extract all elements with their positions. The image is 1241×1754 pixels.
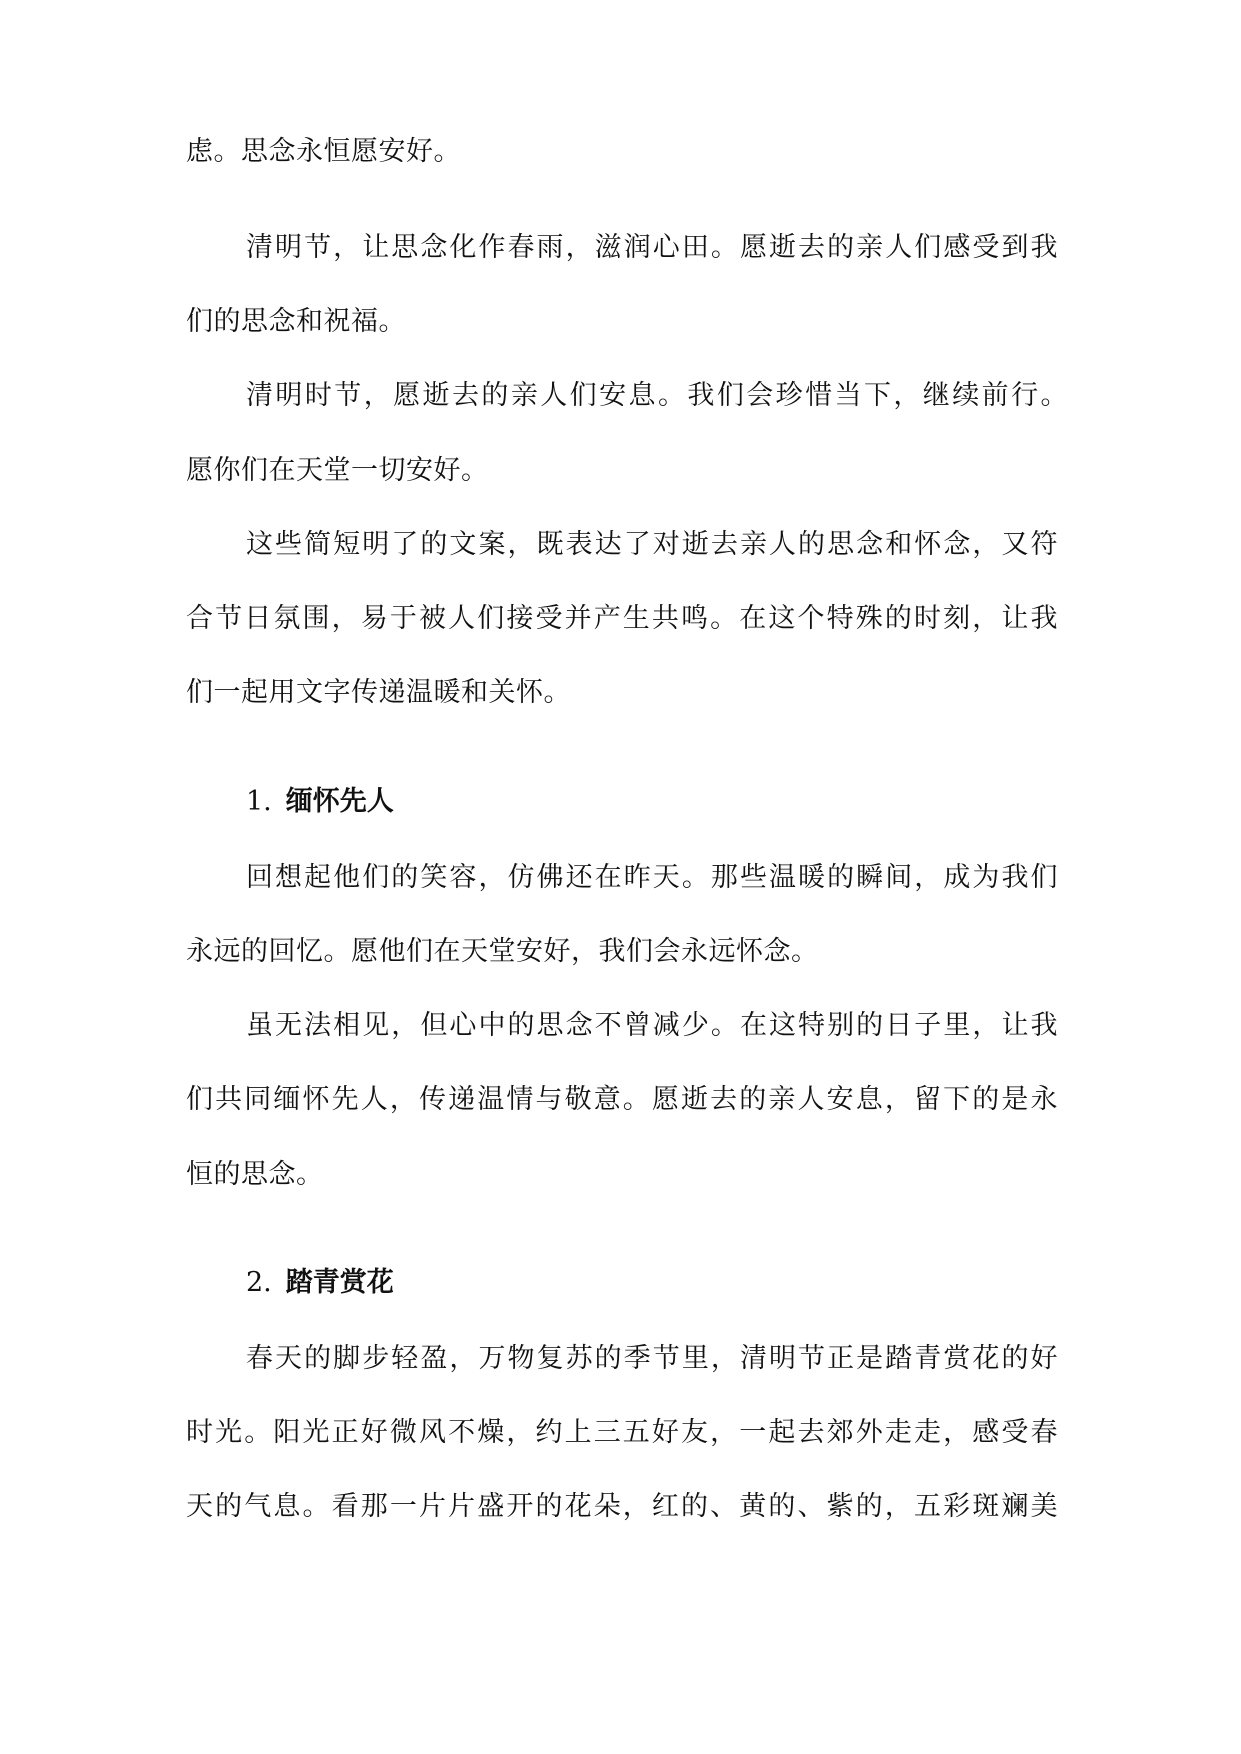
text-line: 天的气息。看那一片片盛开的花朵，红的、黄的、紫的，五彩斑斓美 — [186, 1491, 1058, 1522]
text-line: 清明时节，愿逝去的亲人们安息。我们会珍惜当下，继续前行。 — [246, 380, 1068, 411]
heading-number: 1. — [246, 786, 272, 817]
text-line: 春天的脚步轻盈，万物复苏的季节里，清明节正是踏青赏花的好 — [246, 1343, 1058, 1374]
text-line: 永远的回忆。愿他们在天堂安好，我们会永远怀念。 — [186, 936, 819, 967]
text-line: 愿你们在天堂一切安好。 — [186, 455, 489, 486]
text-line: 合节日氛围，易于被人们接受并产生共鸣。在这个特殊的时刻，让我 — [186, 603, 1058, 634]
text-line: 回想起他们的笑容，仿佛还在昨天。那些温暖的瞬间，成为我们 — [246, 862, 1058, 893]
text-line: 们共同缅怀先人，传递温情与敬意。愿逝去的亲人安息，留下的是永 — [186, 1084, 1058, 1115]
text-line: 清明节，让思念化作春雨，滋润心田。愿逝去的亲人们感受到我 — [246, 232, 1058, 263]
text-line: 恒的思念。 — [186, 1159, 324, 1190]
text-line: 虑。思念永恒愿安好。 — [186, 136, 461, 167]
section-heading — [246, 782, 394, 822]
text-line: 虽无法相见，但心中的思念不曾减少。在这特别的日子里，让我 — [246, 1010, 1058, 1041]
heading-title: 缅怀先人 — [285, 786, 394, 817]
text-line: 们的思念和祝福。 — [186, 306, 406, 337]
heading-title: 踏青赏花 — [285, 1267, 394, 1298]
heading-number: 2. — [246, 1267, 272, 1298]
text-line: 们一起用文字传递温暖和关怀。 — [186, 677, 571, 708]
text-line: 这些简短明了的文案，既表达了对逝去亲人的思念和怀念，又符 — [246, 529, 1058, 560]
text-line: 时光。阳光正好微风不燥，约上三五好友，一起去郊外走走，感受春 — [186, 1417, 1058, 1448]
section-heading — [246, 1263, 394, 1303]
